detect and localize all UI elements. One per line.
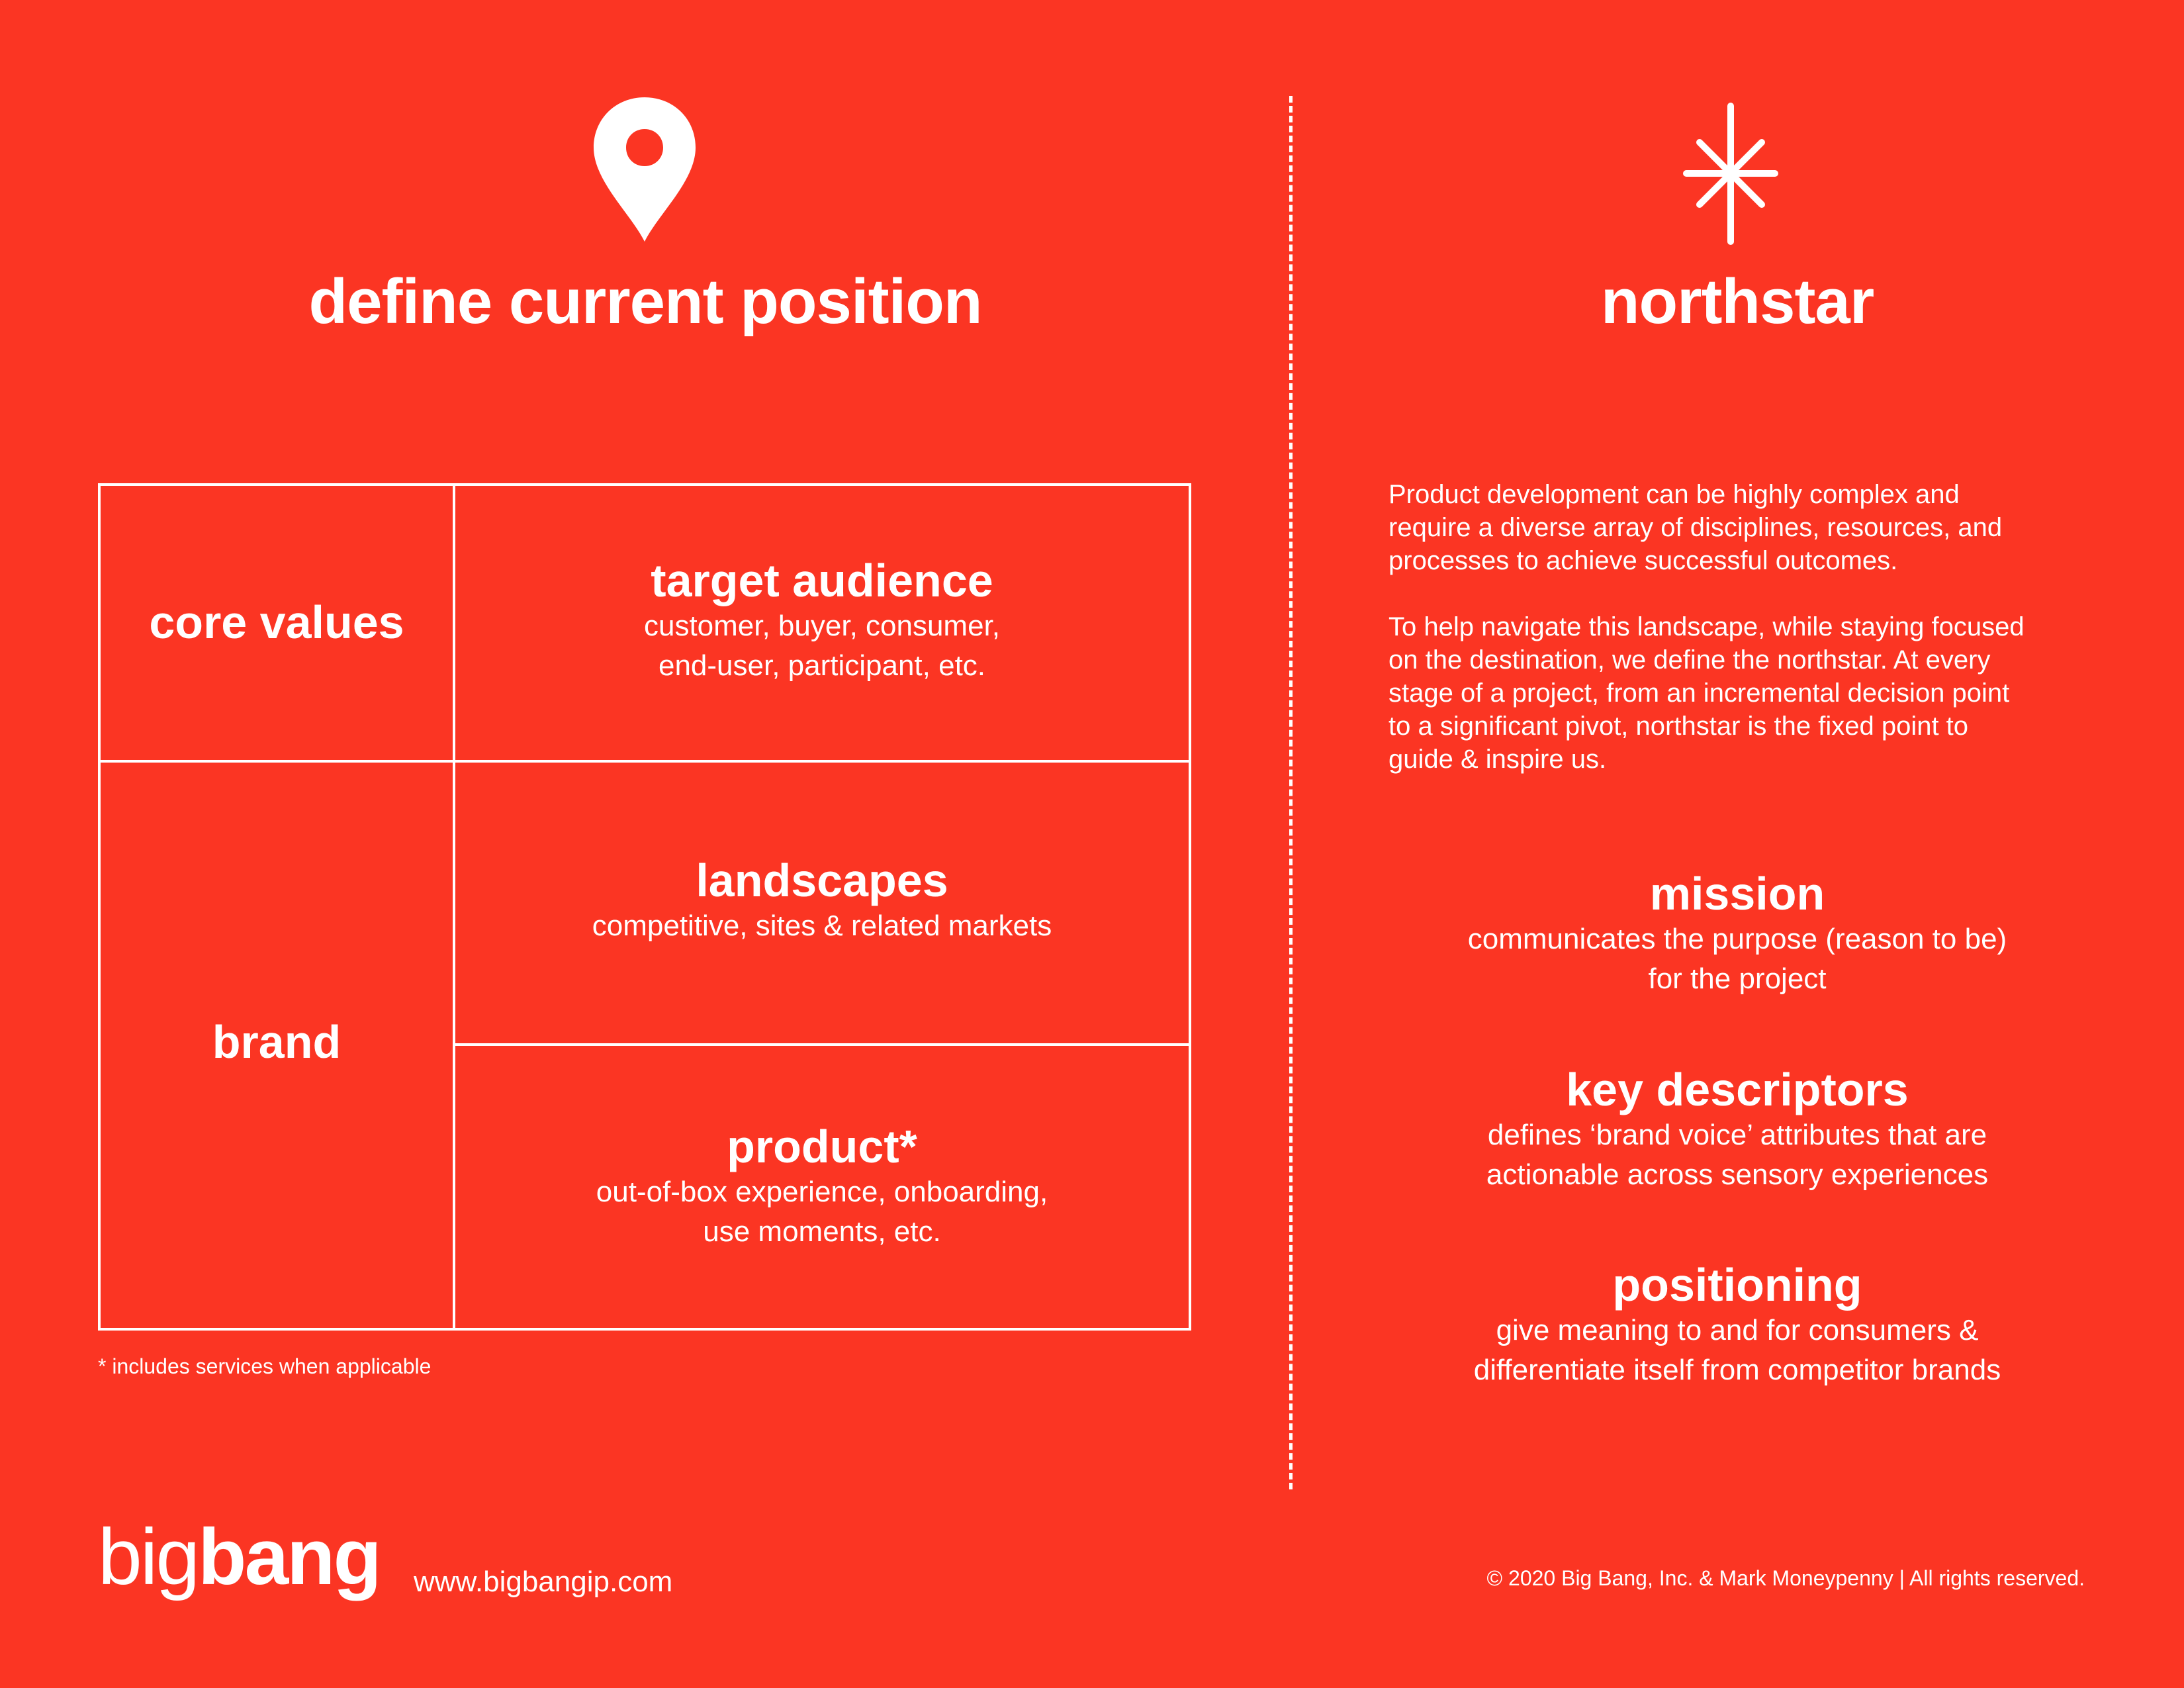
- cell-product: [455, 1121, 1189, 1252]
- landscapes-title: landscapes: [696, 855, 948, 906]
- product-title: product*: [727, 1121, 917, 1172]
- mission-desc-2: for the project: [1648, 962, 1827, 995]
- positioning-desc-1: give meaning to and for consumers &: [1496, 1314, 1979, 1346]
- p1-line-1: Product development can be highly complex and: [1388, 480, 1960, 509]
- p2-line-4: to a significant pivot, northstar is the fixed point to: [1388, 712, 1969, 741]
- cell-core-values: [101, 597, 453, 648]
- core-values-label: core values: [149, 596, 404, 648]
- p2-line-2: on the destination, we define the northstar. At every: [1388, 645, 1991, 675]
- cell-brand: [101, 1017, 453, 1068]
- website-link[interactable]: www.bigbangip.com: [414, 1566, 673, 1598]
- table-hline-row1: [101, 760, 1189, 763]
- target-audience-desc-1: customer, buyer, consumer,: [643, 610, 1001, 642]
- p1-line-3: processes to achieve successful outcomes.: [1388, 546, 1898, 575]
- mission-title: mission: [1649, 868, 1825, 919]
- product-desc-1: out-of-box experience, onboarding,: [596, 1176, 1048, 1208]
- section-positioning: [1291, 1260, 2184, 1390]
- target-audience-title: target audience: [651, 555, 993, 606]
- key-descriptors-desc-2: actionable across sensory experiences: [1486, 1158, 1989, 1191]
- cell-target-audience: [455, 555, 1189, 686]
- landscapes-desc-1: competitive, sites & related markets: [592, 910, 1052, 942]
- key-descriptors-desc-1: defines ‘brand voice’ attributes that are: [1487, 1119, 1987, 1151]
- positioning-desc-2: differentiate itself from competitor brands: [1473, 1354, 2001, 1386]
- logo-part-bang: bang: [198, 1513, 380, 1601]
- right-heading: northstar: [1600, 266, 1874, 337]
- section-key-descriptors: [1291, 1064, 2184, 1195]
- p2-line-5: guide & inspire us.: [1388, 745, 1607, 774]
- section-mission: [1291, 868, 2184, 999]
- product-desc-2: use moments, etc.: [703, 1215, 941, 1248]
- bigbang-logo: [98, 1513, 380, 1601]
- cell-landscapes: [455, 855, 1189, 946]
- p1-line-2: require a diverse array of disciplines, resources, and: [1388, 513, 2003, 542]
- paragraph-2: [1388, 610, 2123, 776]
- footnote: * includes services when applicable: [98, 1354, 432, 1378]
- map-pin-icon: [591, 95, 698, 244]
- p2-line-3: stage of a project, from an incremental decision point: [1388, 679, 2010, 708]
- target-audience-desc-2: end-user, participant, etc.: [658, 649, 986, 682]
- position-framework-table: [98, 483, 1191, 1331]
- p2-line-1: To help navigate this landscape, while staying focused: [1388, 612, 2025, 641]
- left-heading: define current position: [308, 266, 982, 337]
- mission-desc-1: communicates the purpose (reason to be): [1467, 923, 2007, 955]
- table-hline-row2: [453, 1043, 1189, 1046]
- northstar-icon: [1681, 103, 1780, 245]
- northstar-description: [1388, 478, 2123, 809]
- logo-part-big: big: [98, 1513, 199, 1601]
- brand-label: brand: [212, 1016, 341, 1068]
- paragraph-1: [1388, 478, 2123, 577]
- key-descriptors-title: key descriptors: [1566, 1064, 1909, 1115]
- positioning-title: positioning: [1612, 1259, 1862, 1311]
- copyright: © 2020 Big Bang, Inc. & Mark Moneypenny | All rights reserved.: [1486, 1566, 2085, 1590]
